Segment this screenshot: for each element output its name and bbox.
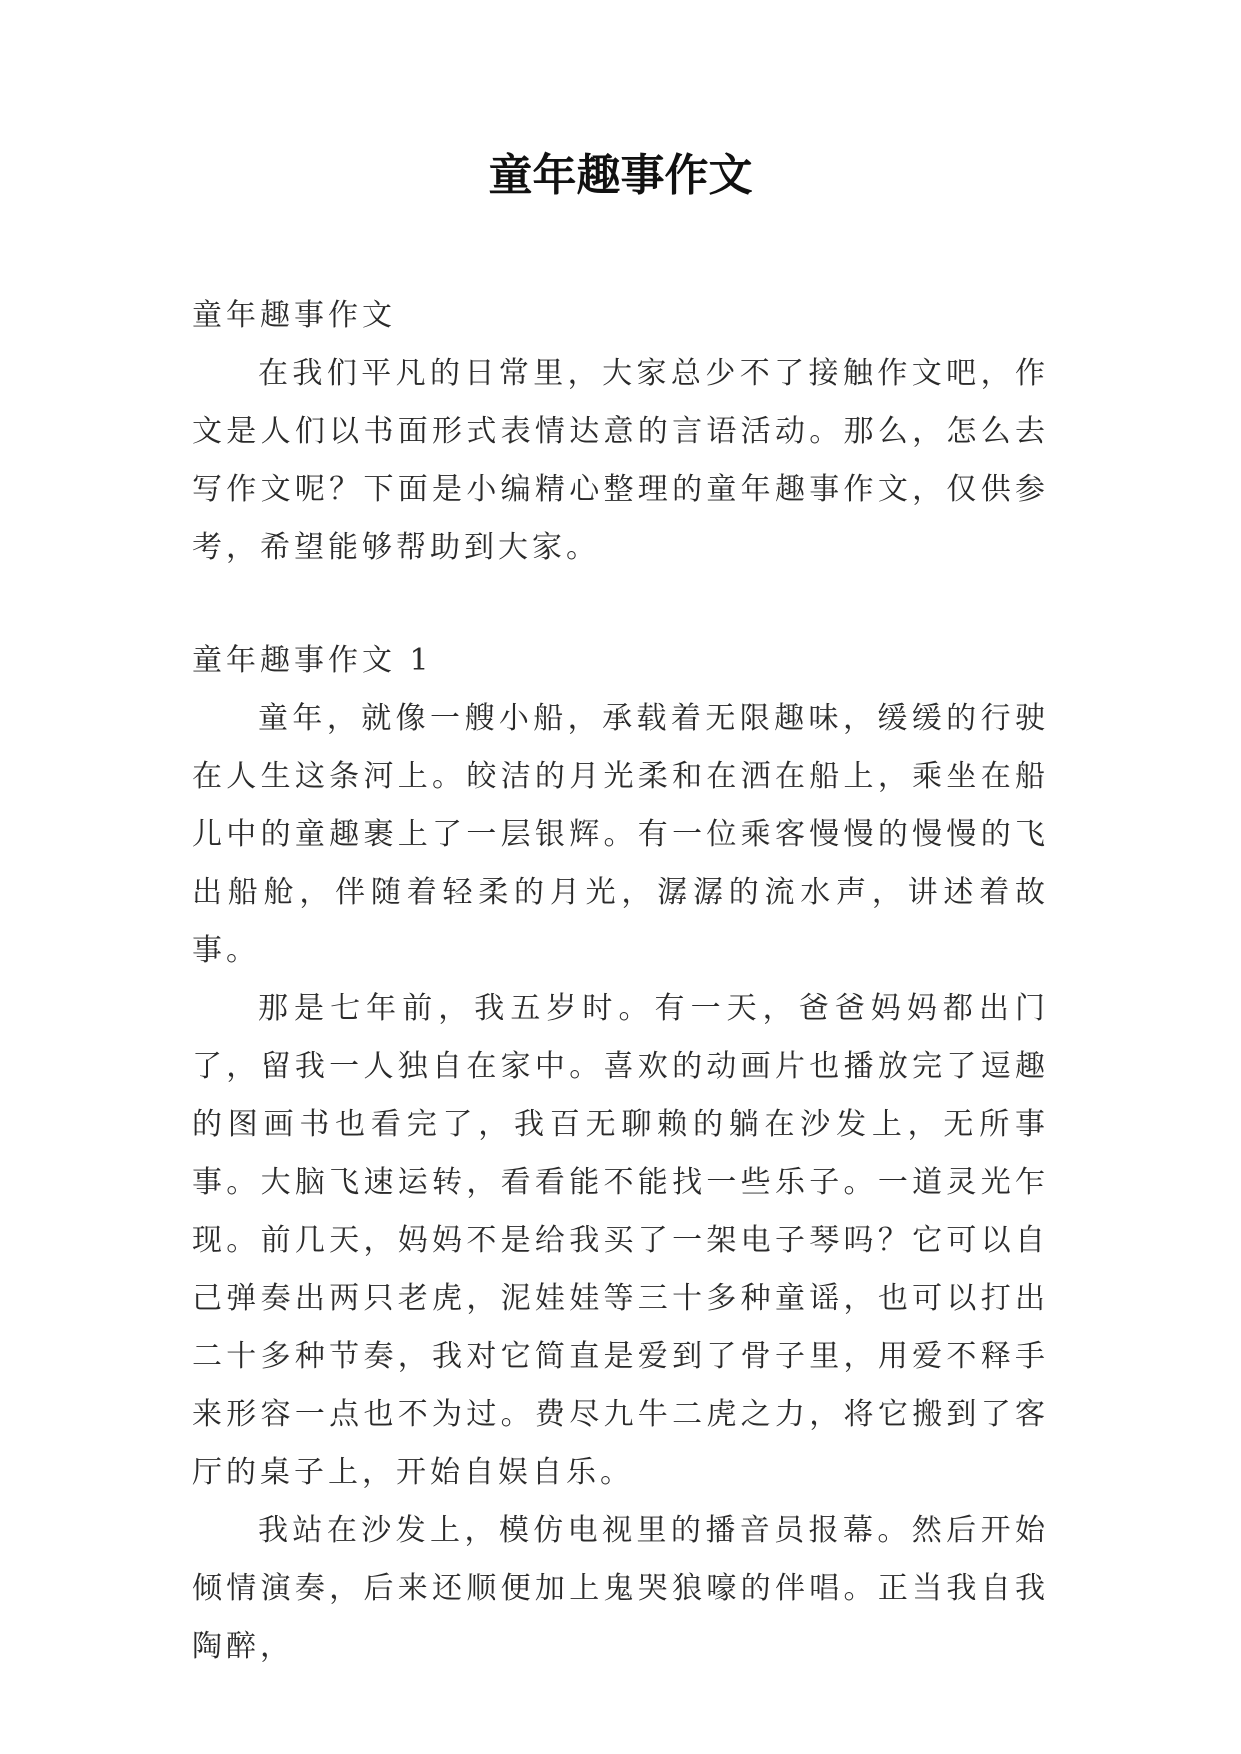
intro-paragraph: 在我们平凡的日常里，大家总少不了接触作文吧，作文是人们以书面形式表情达意的言语活动。那么，怎么去写作文呢？下面是小编精心整理的童年趣事作文，仅供参考，希望能够帮助到大家。: [192, 356, 1049, 565]
essay-heading: 童年趣事作文 1: [192, 643, 433, 678]
essay-paragraph: 童年，就像一艘小船，承载着无限趣味，缓缓的行驶在人生这条河上。皎洁的月光柔和在洒在船上，乘坐在船儿中的童趣裹上了一层银辉。有一位乘客慢慢的慢慢的飞出船舱，伴随着轻柔的月光，潺潺的流水声，讲述着故事。: [192, 701, 1049, 968]
essay-paragraph: 那是七年前，我五岁时。有一天，爸爸妈妈都出门了，留我一人独自在家中。喜欢的动画片也播放完了逗趣的图画书也看完了，我百无聊赖的躺在沙发上，无所事事。大脑飞速运转，看看能不能找一些乐子。一道灵光乍现。前几天，妈妈不是给我买了一架电子琴吗？它可以自己弹奏出两只老虎，泥娃娃等三十多种童谣，也可以打出二十多种节奏，我对它简直是爱到了骨子里，用爱不释手来形容一点也不为过。费尽九牛二虎之力，将它搬到了客厅的桌子上，开始自娱自乐。: [192, 991, 1049, 1490]
page-title: 童年趣事作文: [488, 150, 753, 201]
intro-section: [192, 287, 1049, 577]
essay-paragraph: 我站在沙发上，模仿电视里的播音员报幕。然后开始倾情演奏，后来还顺便加上鬼哭狼嚎的伴唱。正当我自我陶醉，: [192, 1513, 1049, 1664]
essay-section: [192, 632, 1049, 1676]
intro-heading: 童年趣事作文: [192, 298, 396, 333]
